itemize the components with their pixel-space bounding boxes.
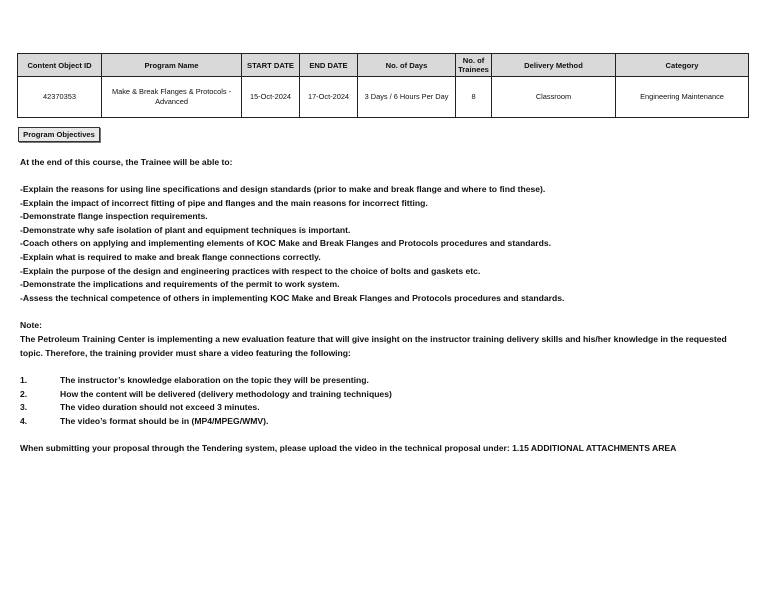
header-start-date: START DATE: [242, 54, 300, 77]
objective-item: -Demonstrate flange inspection requirements.: [20, 211, 208, 222]
header-program-name: Program Name: [102, 54, 242, 77]
table-header-row: [18, 54, 749, 77]
objectives-list: [20, 183, 748, 305]
submission-instructions: When submitting your proposal through the Tendering system, please upload the video in the technical proposal under: 1.15 ADDITIONAL ATTACHMENTS AREA: [20, 443, 677, 453]
list-item: [20, 374, 748, 388]
header-delivery-method: Delivery Method: [492, 54, 616, 77]
note-text: The Petroleum Training Center is implementing a new evaluation feature that will give insight on the instructor training delivery skills and his/her knowledge in the requested topic. Therefore, the training provider must share a video featuring the following:: [20, 334, 727, 358]
list-item: [20, 415, 748, 429]
cell-no-of-trainees: 8: [456, 77, 492, 118]
objective-item: -Assess the technical competence of others in implementing KOC Make and Break Flanges and Protocols procedures and standards.: [20, 292, 565, 303]
list-number: 3.: [20, 402, 28, 413]
cell-delivery-method: Classroom: [492, 77, 616, 118]
objective-item: -Explain what is required to make and break flange connections correctly.: [20, 251, 321, 262]
header-content-object-id: Content Object ID: [18, 54, 102, 77]
cell-start-date: 15-Oct-2024: [242, 77, 300, 118]
objective-item: -Coach others on applying and implementing elements of KOC Make and Break Flanges and Protocols procedures and standards.: [20, 238, 552, 249]
header-end-date: END DATE: [300, 54, 358, 77]
cell-content-object-id: 42370353: [18, 77, 102, 118]
header-no-of-days: No. of Days: [358, 54, 456, 77]
program-info-table: [17, 53, 749, 118]
list-item: [20, 401, 748, 415]
list-number: 2.: [20, 388, 28, 399]
cell-end-date: 17-Oct-2024: [300, 77, 358, 118]
header-no-of-trainees: No. of Trainees: [456, 54, 492, 77]
list-number: 4.: [20, 415, 28, 426]
objective-item: -Explain the reasons for using line specifications and design standards (prior to make and break flange and where to find these).: [20, 184, 546, 194]
intro-text: At the end of this course, the Trainee will be able to:: [20, 157, 233, 167]
cell-no-of-days: 3 Days / 6 Hours Per Day: [358, 77, 456, 118]
header-category: Category: [616, 54, 749, 77]
objective-item: -Explain the impact of incorrect fitting of pipe and flanges and the main reasons for incorrect fitting.: [20, 197, 428, 208]
cell-program-name: Make & Break Flanges & Protocols - Advanced: [102, 77, 242, 118]
objective-item: -Demonstrate why safe isolation of plant and equipment techniques is important.: [20, 224, 351, 235]
list-text: The instructor’s knowledge elaboration on the topic they will be presenting.: [60, 375, 369, 385]
table-row: [18, 77, 749, 118]
list-number: 1.: [20, 375, 28, 385]
video-requirements-list: [20, 374, 748, 428]
note-label: Note:: [20, 320, 42, 330]
list-text: The video’s format should be in (MP4/MPEG/WMV).: [60, 415, 269, 426]
objective-item: -Demonstrate the implications and requirements of the permit to work system.: [20, 279, 340, 290]
cell-category: Engineering Maintenance: [616, 77, 749, 118]
program-objectives-label: Program Objectives: [18, 127, 100, 142]
list-item: [20, 388, 748, 402]
list-text: The video duration should not exceed 3 minutes.: [60, 402, 260, 413]
list-text: How the content will be delivered (delivery methodology and training techniques): [60, 388, 392, 399]
objective-item: -Explain the purpose of the design and engineering practices with respect to the choice of bolts and gaskets etc.: [20, 265, 481, 276]
